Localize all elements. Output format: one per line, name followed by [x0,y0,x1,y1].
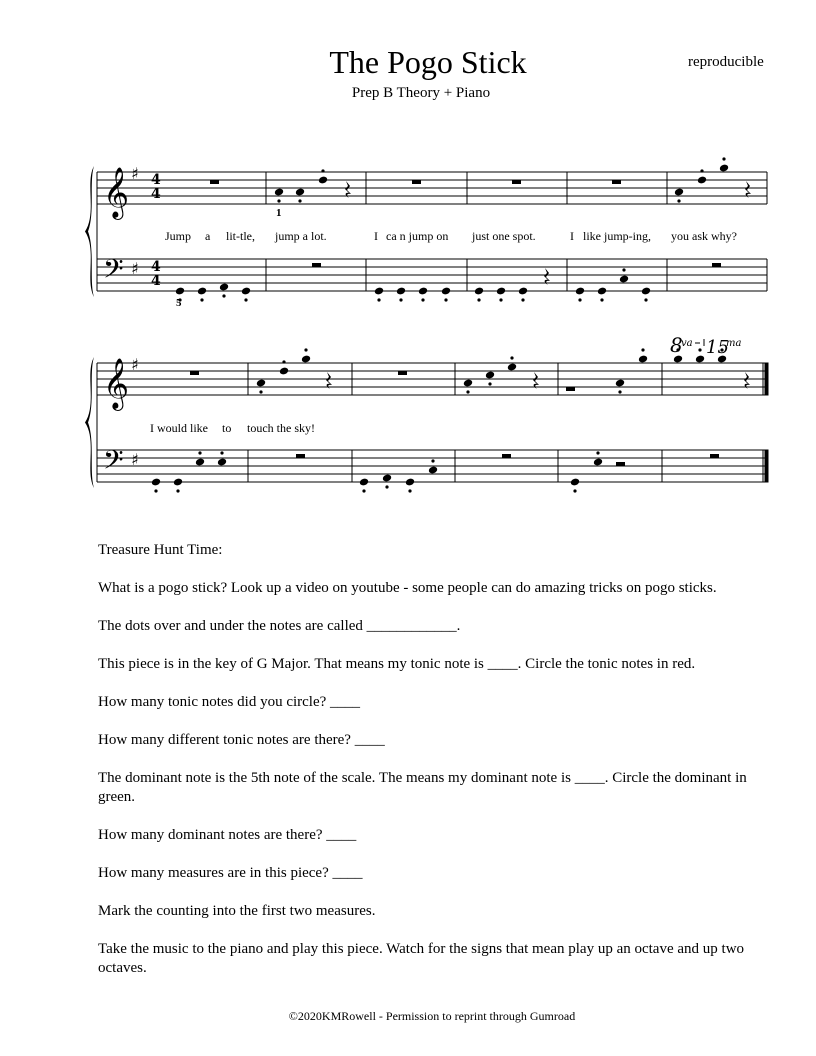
quarter-rest [745,181,751,198]
treble-clef: 𝄞 [103,358,130,409]
question-item: The dots over and under the notes are called ____________. [98,618,461,634]
question-item: What is a pogo stick? Look up a video on youtube - some people can do amazing tricks on pogo sticks. [98,580,717,596]
whole-rest [710,454,719,458]
key-signature-sharp: ♯ [131,355,139,374]
lyric-syllable: I [374,229,378,243]
staccato-dot [600,298,603,301]
quarter-note-head [217,458,227,467]
music-score [0,0,816,520]
bass-clef: 𝄢 [103,444,124,482]
staccato-dot [466,390,469,393]
staccato-dot [200,298,203,301]
lyric-syllable: touch the sky! [247,421,315,435]
staccato-dot [421,298,424,301]
quarter-note-head [151,478,161,487]
whole-rest [210,180,219,184]
staccato-dot [700,169,703,172]
staccato-dot [488,382,491,385]
quarter-note-head [175,287,185,296]
quarter-note-head [463,379,473,388]
staccato-dot [698,348,701,351]
staccato-dot [722,157,725,160]
quarter-note-head [318,176,328,185]
question-item: Mark the counting into the first two measures. [98,903,376,919]
grand-staff-braces [85,166,94,488]
fingering-bass: 5 [176,297,182,309]
staccato-dot [677,199,680,202]
quarter-note-head [274,188,284,197]
time-signature-treble [151,172,161,202]
quarter-note-head [197,287,207,296]
quarter-note-head [173,478,183,487]
staccato-dot [321,169,324,172]
key-signature-sharp: ♯ [131,164,139,183]
quarter-note-head [418,287,428,296]
staccato-dot [477,298,480,301]
notes [151,157,729,496]
staccato-dot [259,390,262,393]
quarter-note-head [301,355,311,364]
quarter-note-head [507,363,517,372]
staccato-dot [618,390,621,393]
time-sig-top: 4 [151,259,161,275]
lyric-syllable: I would like [150,421,208,435]
whole-rest [616,462,625,466]
quarter-note-head [674,188,684,197]
question-item: Take the music to the piano and play this piece. Watch for the signs that mean play up an octave and up two octaves. [98,941,745,976]
quarter-note-head [396,287,406,296]
quarter-note-head [195,458,205,467]
treasure-hunt-questions [98,541,778,997]
quarter-note-head [359,478,369,487]
staccato-dot [304,348,307,351]
time-sig-top: 4 [151,172,161,188]
quarter-note-head [638,355,648,364]
whole-rest [312,263,321,267]
staccato-dot [222,294,225,297]
whole-rest [512,180,521,184]
staccato-dot [399,298,402,301]
quarter-note-head [518,287,528,296]
staccato-dot [431,459,434,462]
whole-rest [612,180,621,184]
quarter-rest [544,268,550,285]
treble-clef: 𝄞 [103,167,130,218]
lyric-syllable: like jump-ing, [583,229,651,243]
ottava-superscript: va [681,338,693,349]
quindicesima-superscript: ma [726,338,742,349]
fingering-treble: 1 [276,207,282,219]
question-item: How many measures are in this piece? ____ [98,865,363,881]
staccato-dot [298,199,301,202]
quarter-note-head [374,287,384,296]
whole-rest [502,454,511,458]
whole-rest [566,387,575,391]
quarter-note-head [428,466,438,475]
lyric-syllable: just one spot. [472,229,536,243]
brace [85,166,94,297]
quarter-note-head [619,275,629,284]
staccato-dot [578,298,581,301]
staccato-dot [198,451,201,454]
quarter-note-head [219,283,229,292]
octave-markings [670,333,741,358]
staccato-dot [408,489,411,492]
clefs [103,164,139,482]
quarter-note-head [496,287,506,296]
time-sig-bottom: 4 [151,273,161,289]
question-item: This piece is in the key of G Major. That means my tonic note is ____. Circle the tonic notes in red. [98,656,696,672]
copyright-footer: ©2020KMRowell - Permission to reprint through Gumroad [288,1009,576,1023]
quarter-note-head [279,367,289,376]
quarter-note-head [241,287,251,296]
quarter-note-head [405,478,415,487]
lyrics-system-1 [165,229,737,243]
staccato-dot [573,489,576,492]
key-signature-sharp: ♯ [131,450,139,469]
staccato-dot [644,298,647,301]
staccato-dot [220,451,223,454]
key-signature-sharp: ♯ [131,259,139,278]
quarter-note-head [697,176,707,185]
quarter-note-head [256,379,266,388]
quarter-note-head [570,478,580,487]
final-barline-thick [765,363,768,395]
staccato-dot [641,348,644,351]
quarter-note-head [597,287,607,296]
question-item: The dominant note is the 5th note of the scale. The means my dominant note is ____. Circle the dominant in green. [98,770,747,805]
brace [85,357,94,488]
lyric-syllable: I [570,229,574,243]
quarter-note-head [474,287,484,296]
lyric-syllable: you ask why? [671,229,737,243]
question-item: How many tonic notes did you circle? ____ [98,694,361,710]
quarter-rest [744,372,750,389]
staccato-dot [596,451,599,454]
staccato-dot [622,268,625,271]
whole-rest [412,180,421,184]
staccato-dot [377,298,380,301]
questions-heading: Treasure Hunt Time: [98,542,223,558]
staccato-dot [385,485,388,488]
whole-rest [296,454,305,458]
lyric-syllable: jump a lot. [275,229,327,243]
lyric-syllable: to [222,421,232,435]
staccato-dot [176,489,179,492]
staccato-dot [510,356,513,359]
quarter-rest [345,181,351,198]
staccato-dot [277,199,280,202]
quarter-note-head [695,355,705,364]
staccato-dot [499,298,502,301]
ottava-mark: 8 [670,333,683,357]
time-sig-bottom: 4 [151,186,161,202]
quarter-note-head [615,379,625,388]
staff-lines [97,172,767,482]
quarter-note-head [641,287,651,296]
whole-rest [398,371,407,375]
quarter-rest [326,372,332,389]
quarter-rest [533,372,539,389]
staccato-dot [362,489,365,492]
whole-rest [712,263,721,267]
lyric-syllable: lit-tle, [226,229,255,243]
staccato-dot [444,298,447,301]
quarter-note-head [593,458,603,467]
quindicesima-mark: 15 [706,337,729,358]
lyric-syllable: Jump [165,229,192,243]
quarter-note-head [441,287,451,296]
bass-clef: 𝄢 [103,253,124,291]
question-item: How many dominant notes are there? ____ [98,827,357,843]
question-item: How many different tonic notes are there? ____ [98,732,385,748]
whole-rest [190,371,199,375]
quarter-note-head [295,188,305,197]
staccato-dot [154,489,157,492]
time-signature-bass [151,259,161,289]
lyric-syllable: ca n jump on [386,229,449,243]
lyrics-system-2 [150,421,315,435]
final-barline-thick [765,450,768,482]
quarter-note-head [575,287,585,296]
staccato-dot [282,360,285,363]
quarter-note-head [719,164,729,173]
rights-note: reproducible [688,54,764,70]
page-title: The Pogo Stick [329,44,527,80]
staccato-dot [521,298,524,301]
staccato-dot [244,298,247,301]
quarter-note-head [485,371,495,380]
lyric-syllable: a [205,229,211,243]
page-subtitle: Prep B Theory + Piano [351,85,491,101]
quarter-note-head [382,474,392,483]
barlines [97,172,768,482]
